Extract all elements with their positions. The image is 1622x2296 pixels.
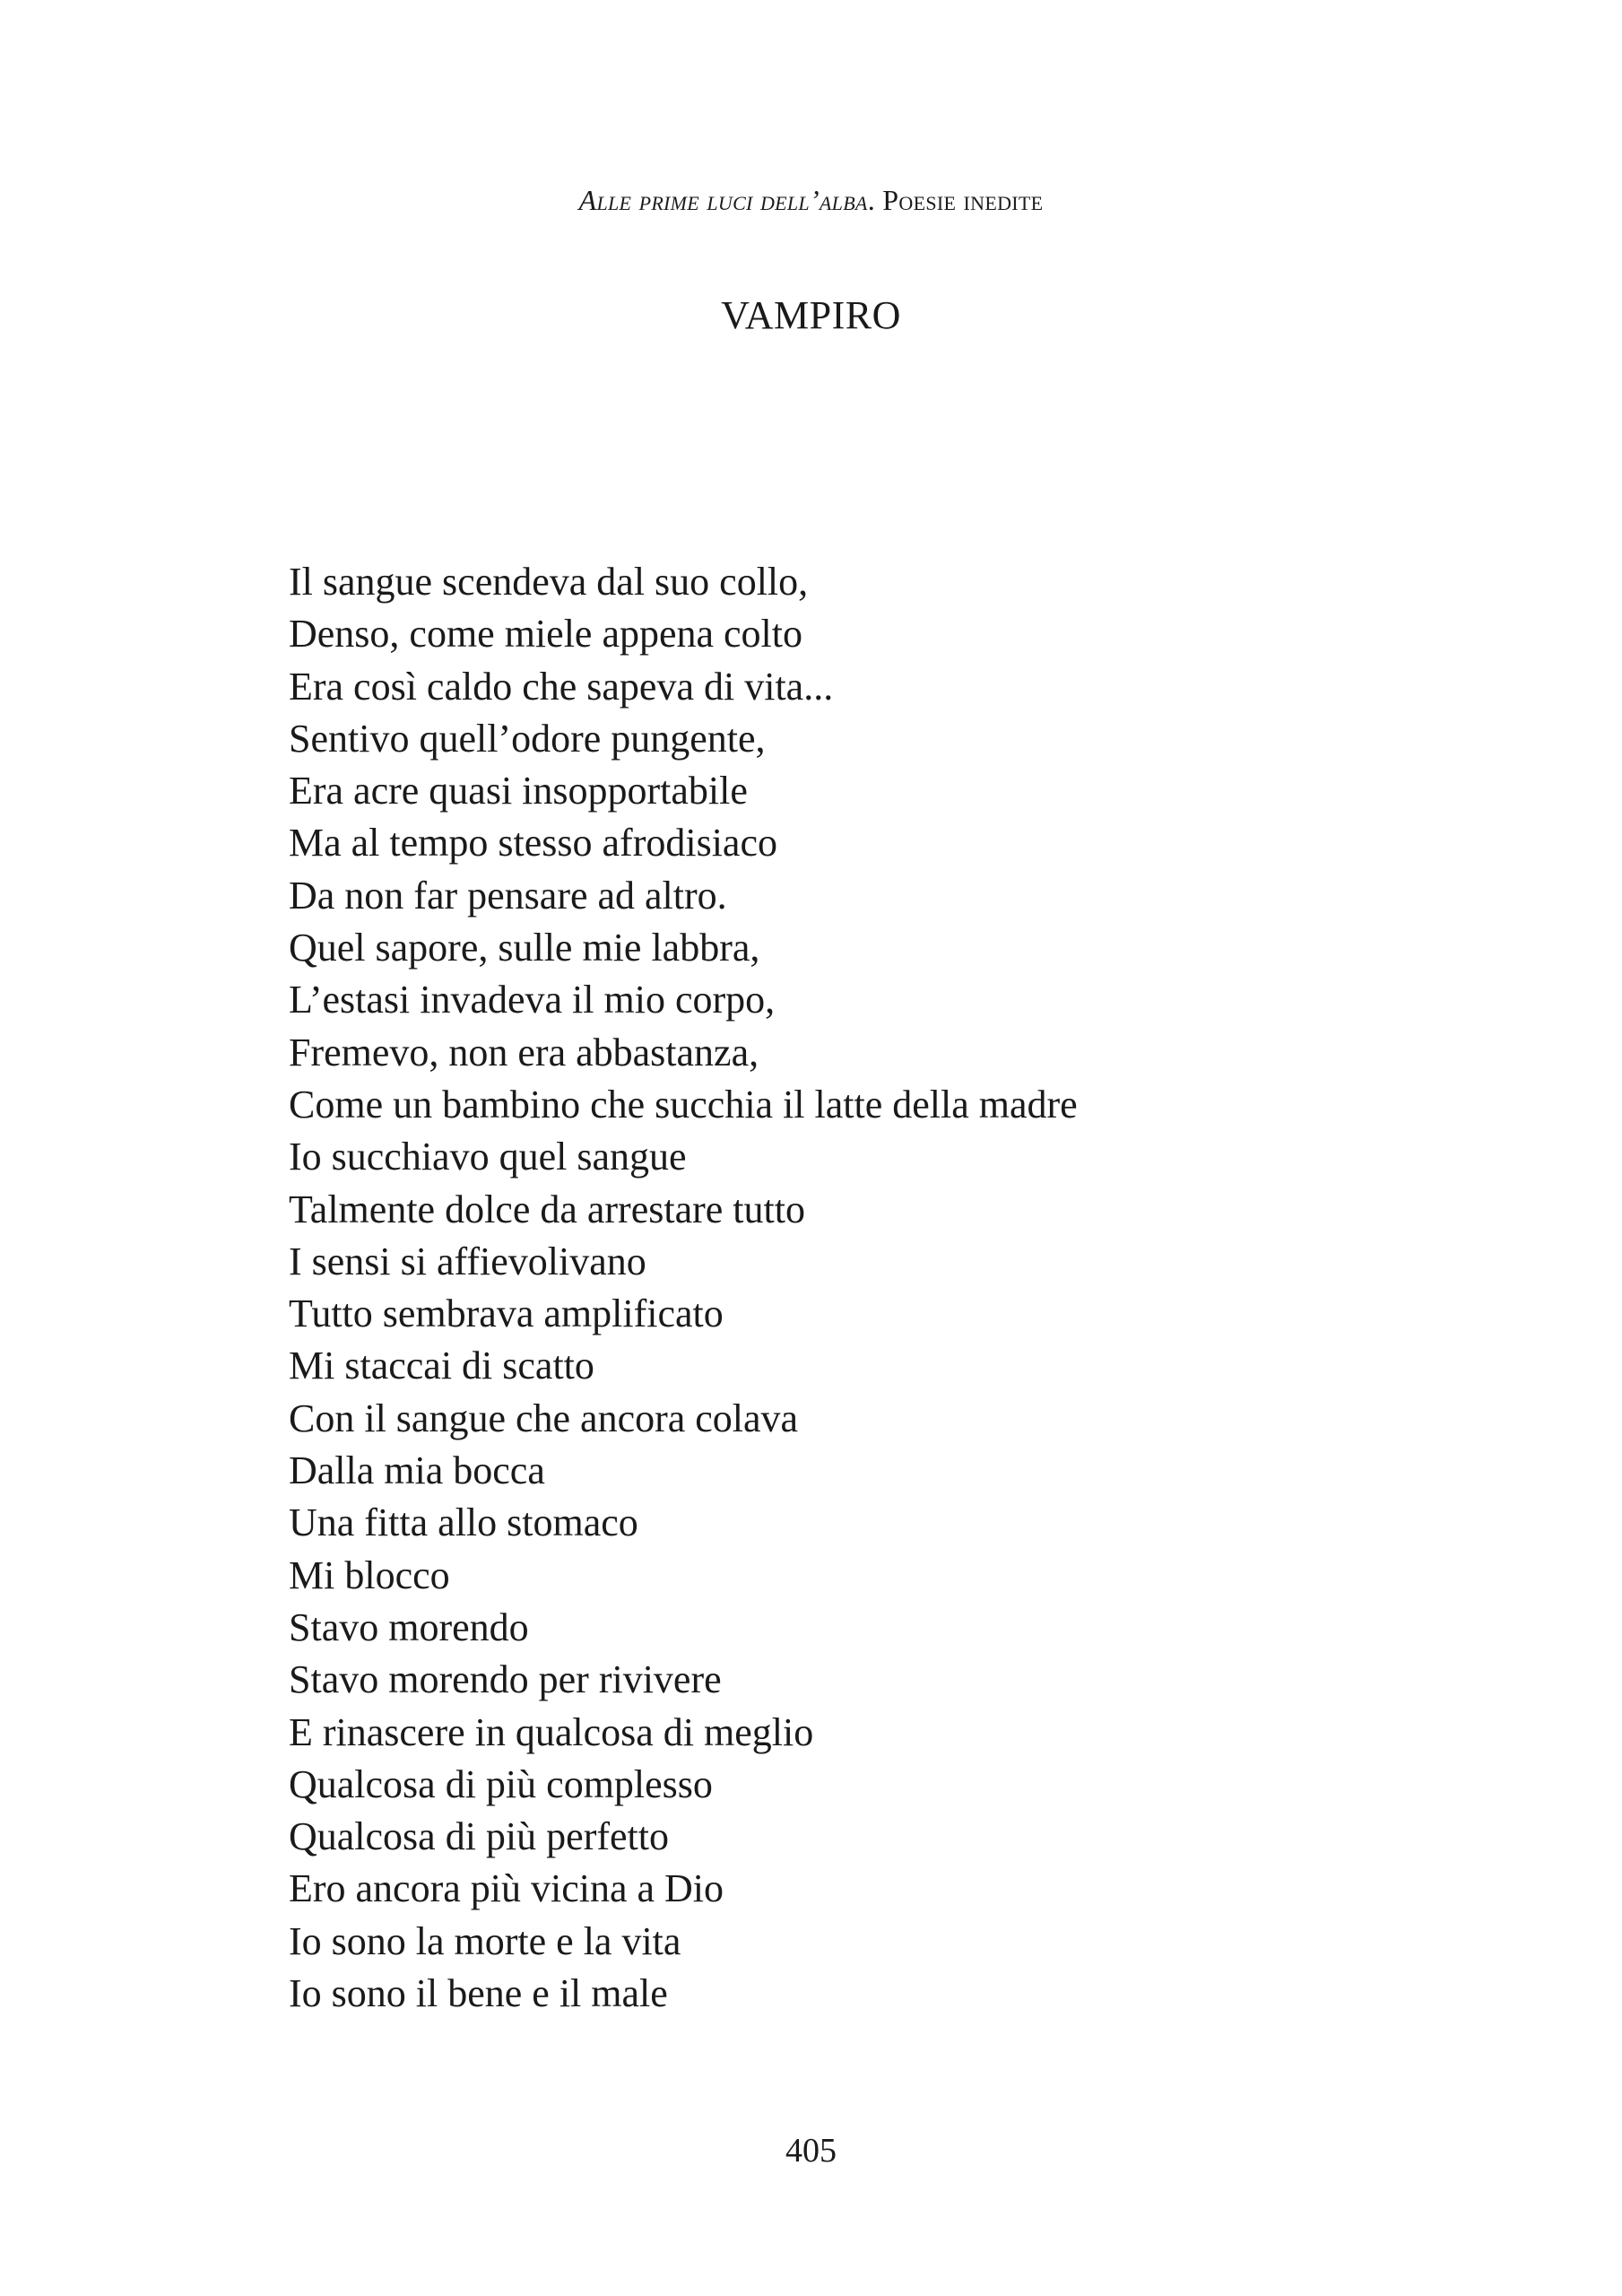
poem-line: Denso, come miele appena colto [289,612,803,657]
poem-line: Una fitta allo stomaco [289,1500,638,1545]
poem-line: Stavo morendo [289,1605,529,1649]
poem-line: Mi blocco [289,1552,450,1597]
poem-line: E rinascere in qualcosa di meglio [289,1709,814,1754]
poem-line: Era così caldo che sapeva di vita... [289,664,834,709]
poem-line: Mi staccai di scatto [289,1344,594,1388]
poem-line: I sensi si affievolivano [289,1239,646,1283]
page-number: 405 [785,2132,837,2170]
header-separator: . [867,184,883,216]
poem-line: L’estasi invadeva il mio corpo, [289,978,776,1022]
running-header [0,182,1622,218]
poem-line: Io sono la morte e la vita [289,1918,681,1963]
section-title: Poesie inedite [882,184,1044,216]
poem-line: Dalla mia bocca [289,1448,545,1493]
poem-line: Da non far pensare ad altro. [289,873,727,918]
poem-line: Come un bambino che succhia il latte della madre [289,1082,1078,1126]
poem-line: Con il sangue che ancora colava [289,1396,799,1440]
poem-line: Stavo morendo per rivivere [289,1657,722,1702]
poem-line: Quel sapore, sulle mie labbra, [289,926,760,970]
poem-line: Qualcosa di più perfetto [289,1814,669,1859]
poem-body [289,556,1078,2020]
poem-line: Io sono il bene e il male [289,1971,668,2016]
poem-line: Qualcosa di più complesso [289,1761,713,1806]
poem-line: Ero ancora più vicina a Dio [289,1866,724,1911]
book-title: Alle prime luci dell’alba [578,184,868,216]
poem-line: Fremevo, non era abbastanza, [289,1030,759,1074]
poem-line: Io succhiavo quel sangue [289,1135,687,1179]
poem-line: Talmente dolce da arrestare tutto [289,1187,805,1231]
poem-line: Il sangue scendeva dal suo collo, [289,560,809,604]
poem-line: Era acre quasi insopportabile [289,769,748,813]
poem-line: Ma al tempo stesso afrodisiaco [289,821,777,865]
poem-line: Sentivo quell’odore pungente, [289,716,766,761]
poem-line: Tutto sembrava amplificato [289,1292,724,1336]
poem-title: VAMPIRO [721,293,901,337]
